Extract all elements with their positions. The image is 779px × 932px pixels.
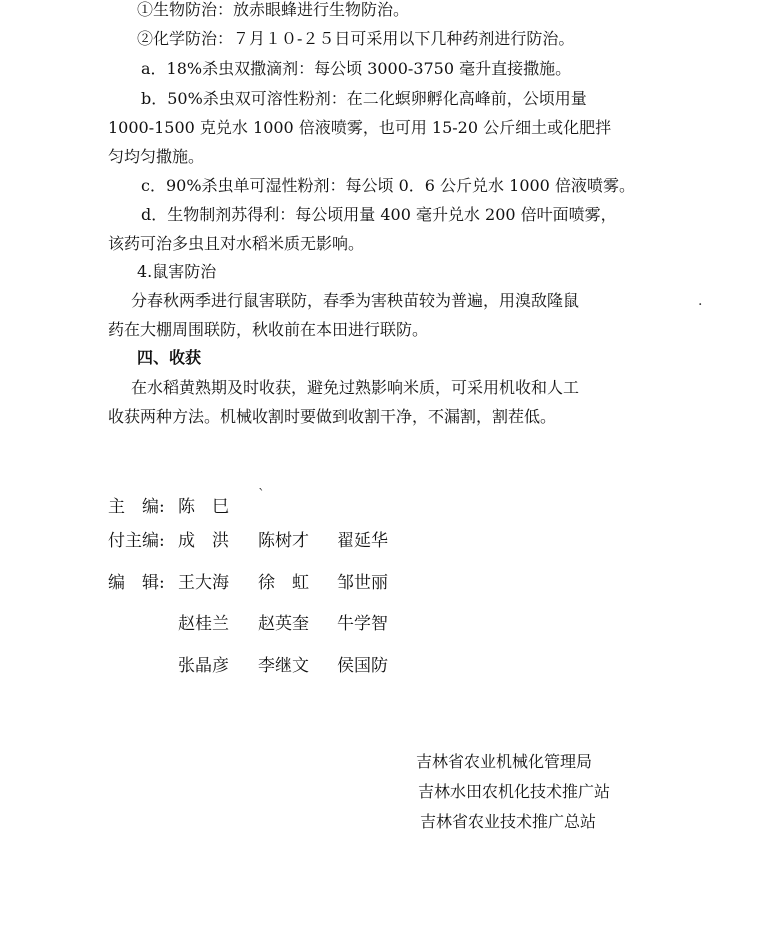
org-name-1: 吉林省农业机械化管理局	[416, 752, 593, 771]
chief-editor-label: 主 编:	[108, 497, 165, 517]
editor-name: 王大海	[178, 573, 229, 593]
org-name-2: 吉林水田农机化技术推广站	[418, 782, 611, 801]
bio-control-line: ①生物防治：放赤眼蜂进行生物防治。	[137, 0, 410, 19]
rodent-line1: 分春秋两季进行鼠害联防，春季为害秧苗较为普遍，用溴敌隆鼠	[131, 291, 580, 310]
harvest-heading: 四、收获	[137, 348, 202, 367]
rodent-heading: 4.鼠害防治	[137, 262, 217, 281]
chem-item-d-line1: d．生物制剂苏得利：每公顷用量 400 毫升兑水 200 倍叶面喷雾，	[141, 205, 617, 224]
harvest-line2: 收获两种方法。机械收割时要做到收割干净，不漏割，割茬低。	[108, 407, 557, 426]
chem-item-b-line2: 1000-1500 克兑水 1000 倍液喷雾，也可用 15-20 公斤细土或化肥拌	[108, 118, 612, 137]
chief-editor-name: 陈 巳	[178, 497, 229, 517]
rodent-line2: 药在大棚周围联防，秋收前在本田进行联防。	[108, 320, 429, 339]
harvest-line1: 在水稻黄熟期及时收获，避免过熟影响米质，可采用机收和人工	[131, 378, 580, 397]
chem-control-line: ②化学防治：７月１０-２５日可采用以下几种药剂进行防治。	[137, 29, 575, 48]
editor-name: 赵英奎	[258, 614, 309, 634]
deputy-editor-name-3: 翟延华	[337, 531, 388, 551]
stray-dot: .	[698, 293, 703, 309]
editors-label: 编 辑:	[108, 573, 165, 593]
chem-item-d-line2: 该药可治多虫且对水稻米质无影响。	[108, 234, 365, 253]
editor-name: 牛学智	[337, 614, 388, 634]
deputy-editor-name-2: 陈树才	[258, 531, 309, 551]
deputy-editor-name-1: 成 洪	[178, 531, 229, 551]
chem-item-b-line1: b．50%杀虫双可溶性粉剂：在二化螟卵孵化高峰前，公顷用量	[141, 89, 587, 108]
editor-name: 侯国防	[337, 656, 388, 676]
org-name-3: 吉林省农业技术推广总站	[420, 812, 597, 831]
editor-name: 张晶彦	[178, 656, 229, 676]
chem-item-b-line3: 匀均匀撒施。	[108, 147, 205, 166]
chem-item-a: a．18%杀虫双撒滴剂：每公顷 3000-3750 毫升直接撒施。	[141, 59, 572, 78]
editor-name: 邹世丽	[337, 573, 388, 593]
editor-name: 赵桂兰	[178, 614, 229, 634]
chem-item-c: c．90%杀虫单可湿性粉剂：每公顷 0．6 公斤兑水 1000 倍液喷雾。	[141, 176, 635, 195]
editor-name: 徐 虹	[258, 573, 309, 593]
editor-name: 李继文	[258, 656, 309, 676]
stray-mark: ˋ	[258, 487, 265, 503]
deputy-editor-label: 付主编:	[108, 531, 165, 551]
